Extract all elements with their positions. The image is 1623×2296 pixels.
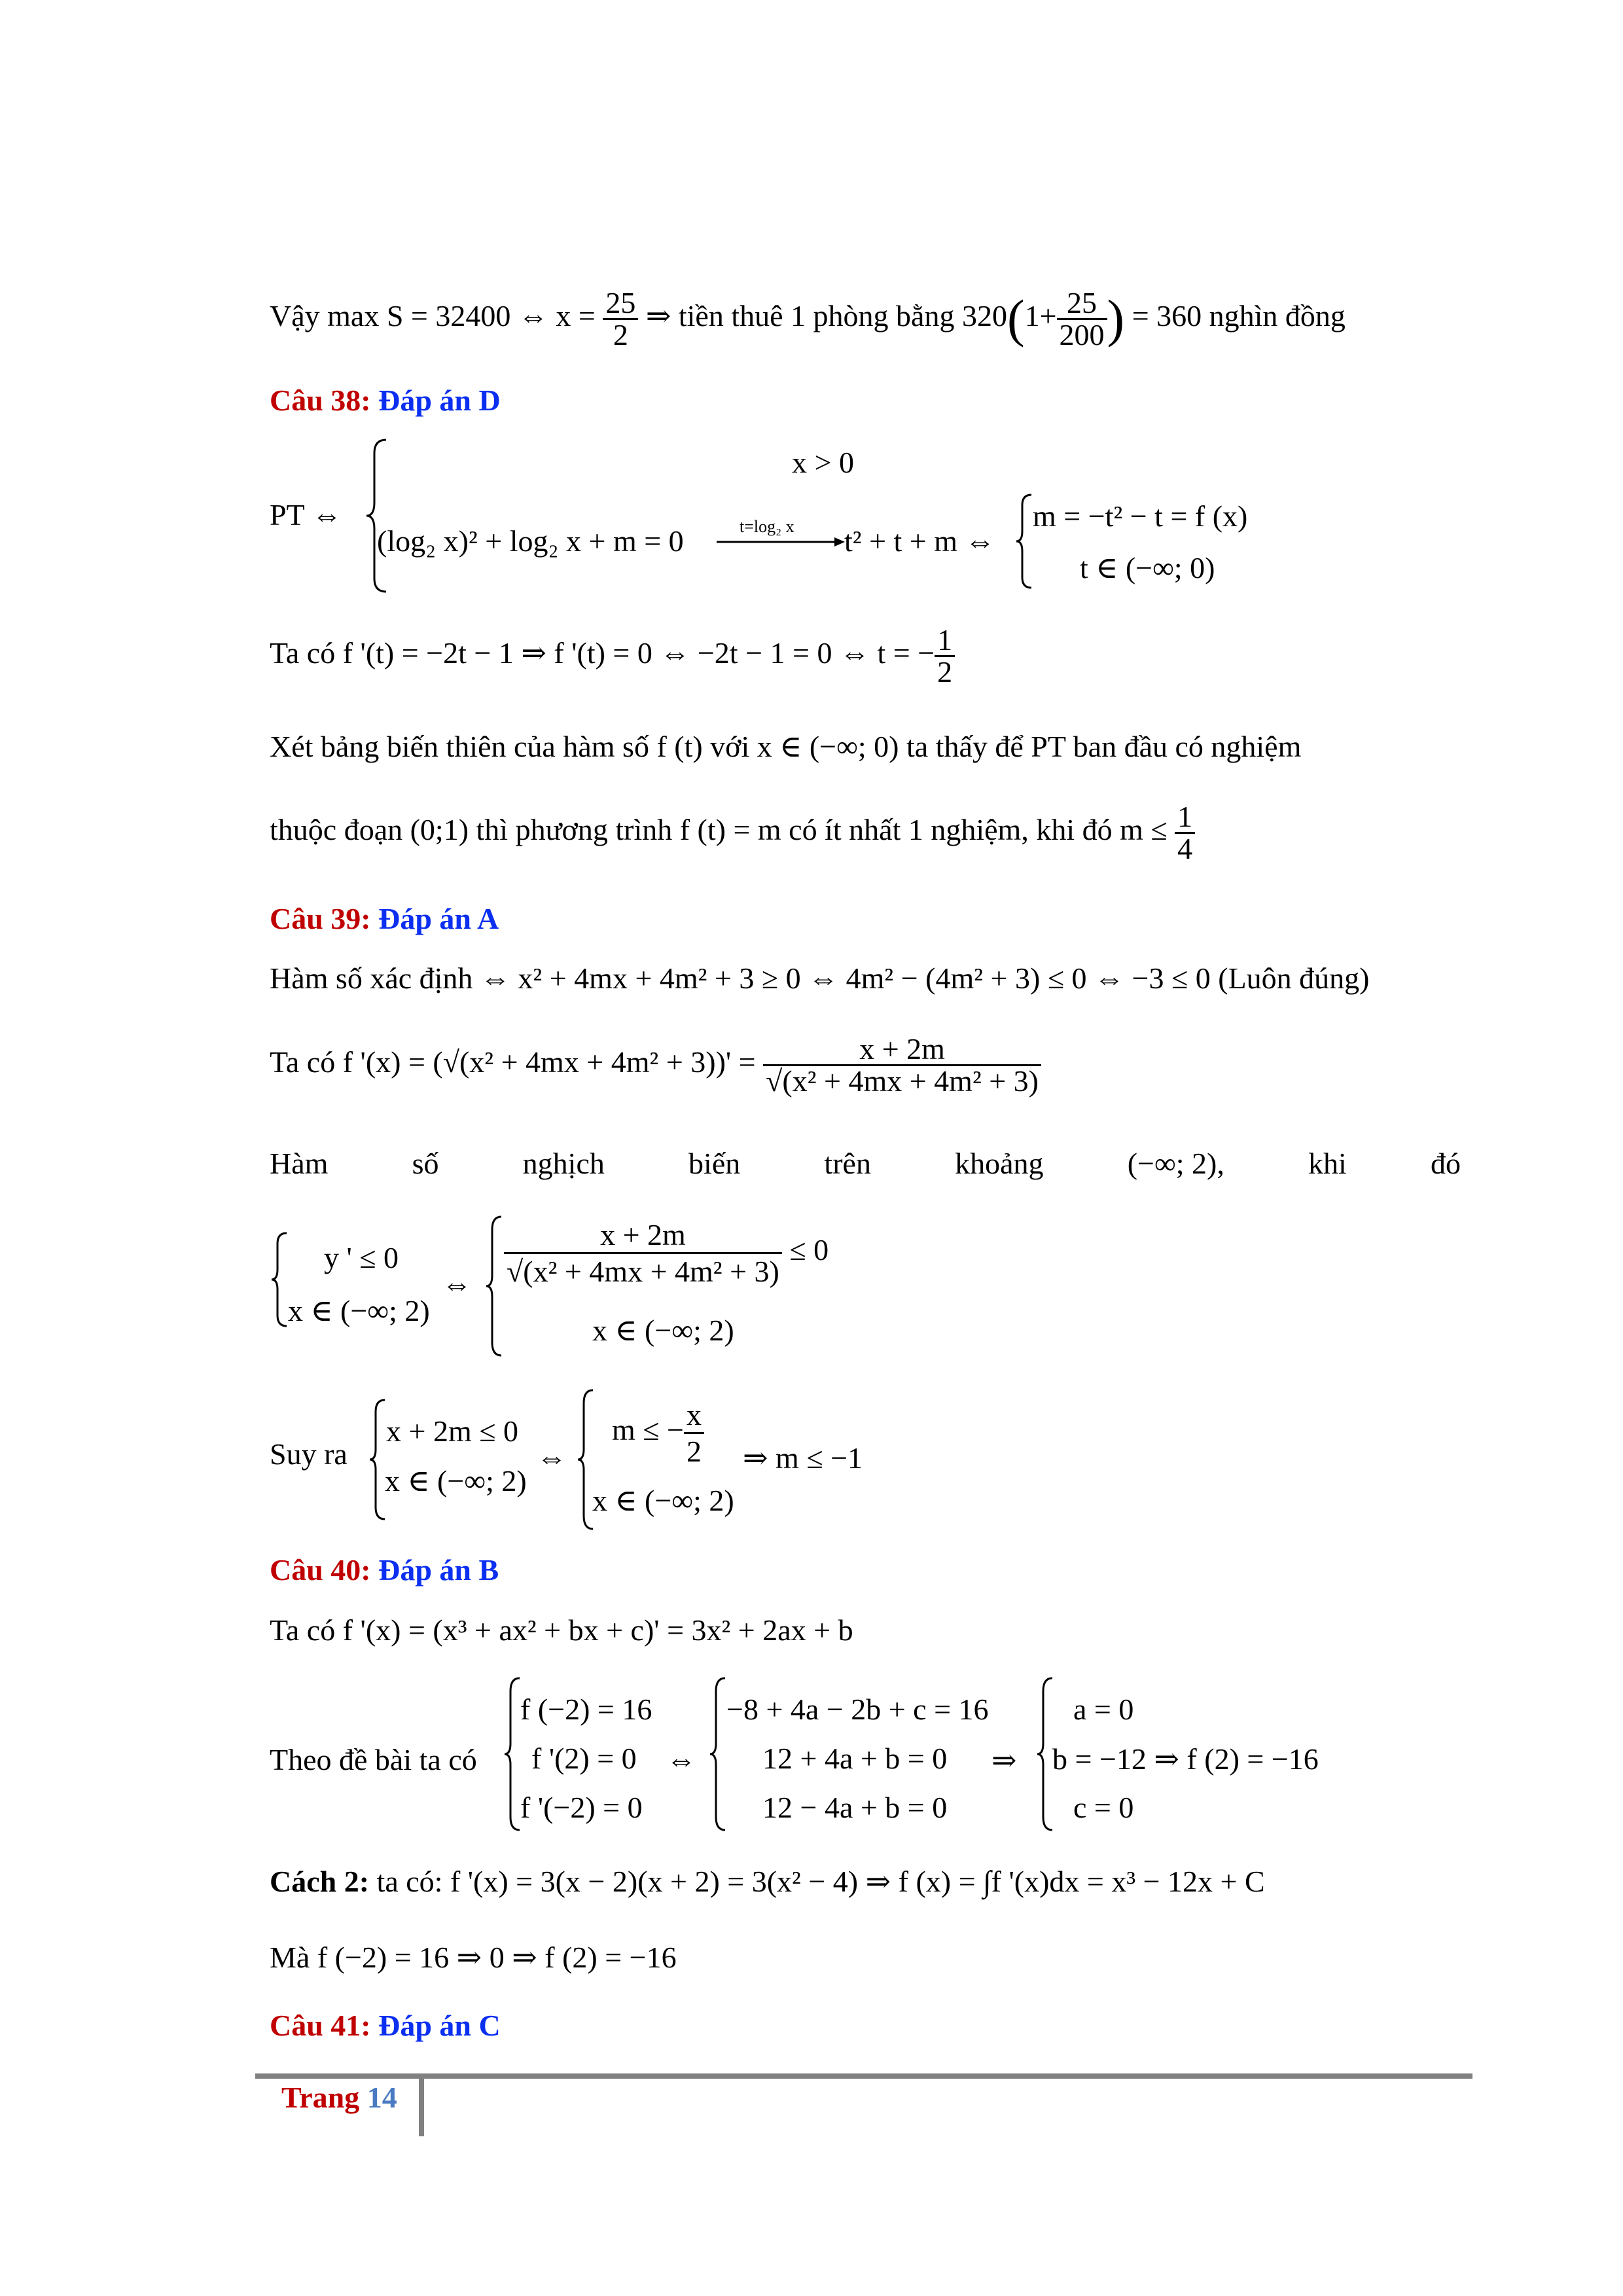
pt-equation: (log₂ x)² + log₂ x + m = 0 <box>377 524 684 558</box>
system-a-row1: y ' ≤ 0 <box>324 1241 399 1274</box>
system-g-row1: a = 0 <box>1073 1693 1134 1726</box>
system-a-brace <box>270 1230 289 1329</box>
system-c-row1: x + 2m ≤ 0 <box>386 1414 518 1448</box>
system-c-row2: x ∈ (−∞; 2) <box>385 1464 527 1498</box>
footer-divider <box>419 2079 424 2136</box>
ma-line: Mà f (−2) = 16 ⇒ 0 ⇒ f (2) = −16 <box>270 1941 677 1974</box>
system-e-row1: f (−2) = 16 <box>520 1693 652 1726</box>
derivative-x-line: Ta có f '(x) = (√(x² + 4mx + 4m² + 3))' = $\frac{x + 2m}{\text{√(x² + 4mx + 4m² + 3)}}$ <box>270 1034 1041 1096</box>
page-number: 14 <box>366 2081 397 2114</box>
result-suffix: = 360 nghìn đồng <box>1124 299 1346 333</box>
pt-brace-left <box>364 437 390 594</box>
system-e-row2: f '(2) = 0 <box>531 1742 637 1775</box>
system-d-row1: m ≤ − $\frac{x}{2}$ <box>612 1397 704 1469</box>
system-b-row2: x ∈ (−∞; 2) <box>592 1314 734 1347</box>
system-e-arrow: ⇔ <box>666 1743 696 1776</box>
footer-rule <box>255 2073 1472 2079</box>
heading-cau-38: Câu 38: Đáp án D <box>270 384 501 417</box>
system-g-row2: b = −12 ⇒ f (2) = −16 <box>1052 1742 1319 1776</box>
page-footer: Trang 14 <box>281 2081 397 2114</box>
thuoc-doan-line: thuộc đoạn (0;1) thì phương trình f (t) = m có ít nhất 1 nghiệm, khi đó m ≤ $\frac{1}{4}$ <box>270 802 1195 864</box>
pt-arrow <box>717 535 847 548</box>
system-e-row3: f '(−2) = 0 <box>520 1791 643 1824</box>
heading-cau-41: Câu 41: Đáp án C <box>270 2009 501 2042</box>
system-f-brace <box>708 1676 728 1833</box>
system-a-row2: x ∈ (−∞; 2) <box>288 1294 430 1327</box>
system-d-row2: x ∈ (−∞; 2) <box>592 1484 734 1517</box>
system-f-row1: −8 + 4a − 2b + c = 16 <box>726 1693 989 1726</box>
pt-t-domain: t ∈ (−∞; 0) <box>1080 551 1215 584</box>
result-prefix: Vậy max S = 32400 ⇔ x = <box>270 299 603 333</box>
system-a-arrow: ⇔ <box>442 1267 472 1300</box>
pt-brace-right <box>1014 492 1034 590</box>
nghich-bien-line: Hàm số nghịch biến trên khoảng (−∞; 2), khi đó <box>270 1147 1461 1180</box>
paren-close: ) <box>1107 290 1125 348</box>
ham-so-xac-dinh-line: Hàm số xác định ⇔ x² + 4mx + 4m² + 3 ≥ 0 ⇔ 4m² − (4m² + 3) ≤ 0 ⇔ −3 ≤ 0 (Luôn đúng) <box>270 961 1370 995</box>
suy-ra-label: Suy ra <box>270 1437 348 1471</box>
system-d-conclusion: ⇒ m ≤ −1 <box>743 1441 863 1475</box>
pt-condition-x: x > 0 <box>792 446 854 479</box>
paren-open: ( <box>1007 290 1025 348</box>
pt-m-equation: m = −t² − t = f (x) <box>1033 499 1248 533</box>
system-f-arrow: ⇒ <box>991 1744 1017 1777</box>
heading-cau-40: Câu 40: Đáp án B <box>270 1553 499 1587</box>
system-b-row1: $\frac{x + 2m}{\text{√(x² + 4mx + 4m² + 3)}}$ ≤ 0 <box>504 1217 829 1289</box>
fraction-25-200: $\frac{25}{200}$ <box>1057 288 1107 350</box>
pt-label: PT ⇔ <box>270 498 342 531</box>
system-b-brace <box>484 1214 504 1358</box>
result-line: Vậy max S = 32400 ⇔ x = $\frac{25}{2}$ ⇒ tiền thuê 1 phòng bằng 320(1+ $\frac{25}{200}$ ) = 360 nghìn đồng <box>270 286 1346 351</box>
fraction-derivative: $\frac{x + 2m}{\text{√(x² + 4mx + 4m² + 3)}}$ <box>763 1034 1041 1096</box>
theo-de-bai-label: Theo đề bài ta có <box>270 1743 477 1776</box>
derivative-cubic-line: Ta có f '(x) = (x³ + ax² + bx + c)' = 3x² + 2ax + b <box>270 1613 853 1647</box>
fraction-1-2: $\frac{1}{2}$ <box>935 625 955 687</box>
fraction-25-2: $\frac{25}{2}$ <box>603 288 638 350</box>
pt-equation-t: t² + t + m ⇔ <box>844 524 995 558</box>
heading-cau-39: Câu 39: Đáp án A <box>270 902 499 935</box>
cach-2-line: Cách 2: ta có: f '(x) = 3(x − 2)(x + 2) = 3(x² − 4) ⇒ f (x) = ∫f '(x)dx = x³ − 12x + C <box>270 1865 1265 1898</box>
system-c-brace <box>368 1397 387 1522</box>
system-f-row2: 12 + 4a + b = 0 <box>762 1742 948 1775</box>
result-middle: ⇒ tiền thuê 1 phòng bằng 320 <box>638 299 1007 333</box>
xet-bang-line: Xét bảng biến thiên của hàm số f (t) với x ∈ (−∞; 0) ta thấy để PT ban đầu có nghiệm <box>270 730 1302 763</box>
system-g-row3: c = 0 <box>1073 1791 1134 1824</box>
derivative-t-line: Ta có f '(t) = −2t − 1 ⇒ f '(t) = 0 ⇔ −2t − 1 = 0 ⇔ t = − $\frac{1}{2}$ <box>270 625 955 687</box>
system-f-row3: 12 − 4a + b = 0 <box>762 1791 948 1824</box>
fraction-1-4: $\frac{1}{4}$ <box>1175 802 1195 864</box>
pt-arrow-label: t=log₂ x <box>740 517 794 536</box>
system-e-brace <box>503 1676 522 1833</box>
system-c-arrow: ⇔ <box>537 1441 567 1474</box>
